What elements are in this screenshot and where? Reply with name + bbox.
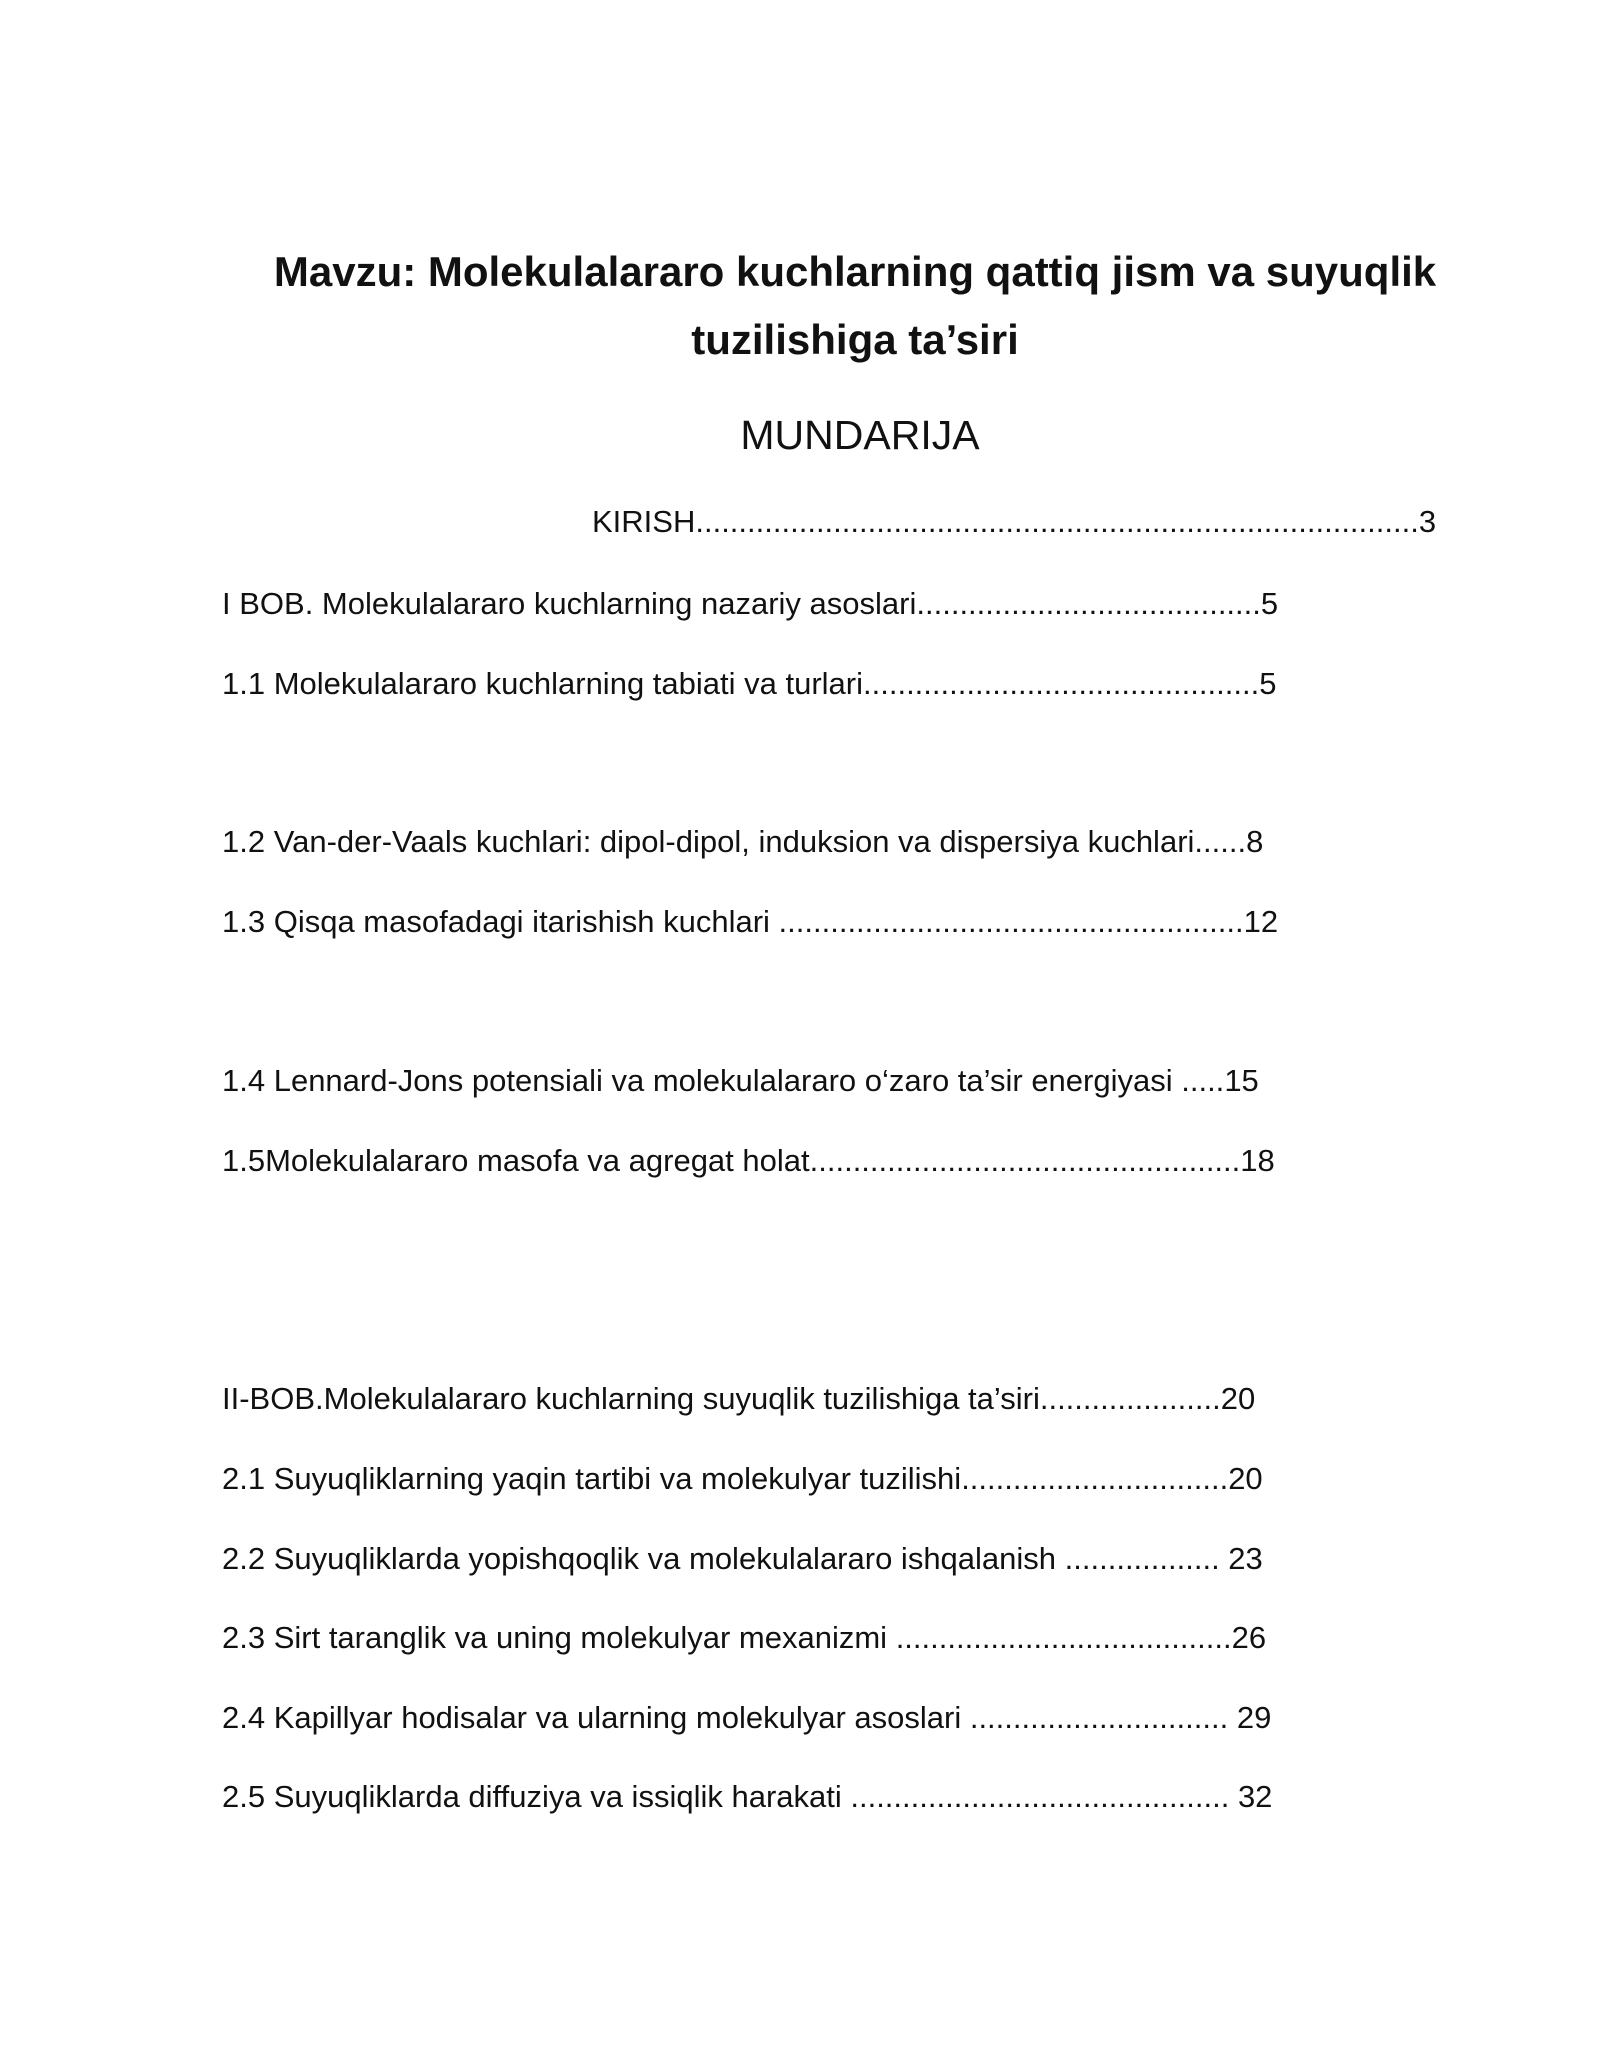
toc-entry-page: 23: [1219, 1541, 1263, 1576]
toc-entry-2-1: [222, 1459, 1263, 1499]
toc-entry-2-3: [222, 1618, 1266, 1658]
toc-entry-page: 32: [1229, 1779, 1273, 1814]
toc-entry-page: 8: [1246, 824, 1264, 859]
toc-entry-label: I BOB. Molekulalararo kuchlarning nazariy asoslari: [222, 586, 917, 621]
toc-entry-page: 15: [1224, 1063, 1259, 1098]
title-line-1: Mavzu: Molekulalararo kuchlarning qattiq jism va suyuqlik: [273, 248, 1437, 295]
toc-entry-label: 1.3 Qisqa masofadagi itarishish kuchlari: [222, 904, 779, 939]
toc-entry-page: 20: [1220, 1381, 1256, 1416]
toc-entry-page: 12: [1243, 904, 1279, 939]
toc-entry-label: II-BOB.Molekulalararo kuchlarning suyuqlik tuzilishiga ta’siri: [222, 1381, 1040, 1416]
toc-entry-leader: ..................................................: [809, 1143, 1241, 1178]
toc-entry-page: 3: [1418, 504, 1437, 539]
toc-entry-leader: ......................................................: [778, 904, 1244, 939]
toc-entry-1-2: [222, 822, 1263, 862]
toc-entry-label: 2.2 Suyuqliklarda yopishqoqlik va molekulalararo ishqalanish: [222, 1541, 1065, 1576]
toc-entry-label: 2.3 Sirt taranglik va uning molekulyar mexanizmi: [222, 1620, 896, 1655]
toc-entry-leader: ........................................: [916, 586, 1261, 621]
toc-entry-1-4: [222, 1061, 1259, 1101]
toc-entry-1-1: [222, 664, 1276, 704]
toc-entry-page: 20: [1228, 1461, 1263, 1496]
toc-entry-leader: ......: [1194, 824, 1247, 859]
toc-entry-2-4: [222, 1698, 1271, 1738]
toc-entry-page: 5: [1259, 666, 1277, 701]
toc-entry-2-5: [222, 1777, 1272, 1817]
toc-entry-leader: ..................: [1064, 1541, 1220, 1576]
toc-entry-2-2: [222, 1539, 1263, 1579]
toc-entry-1-5: [222, 1141, 1275, 1181]
toc-entry-page: 26: [1231, 1620, 1267, 1655]
toc-heading: MUNDARIJA: [740, 412, 980, 458]
toc-entry-label: 2.1 Suyuqliklarning yaqin tartibi va molekulyar tuzilishi: [222, 1461, 962, 1496]
toc-entry-label: 2.4 Kapillyar hodisalar va ularning molekulyar asoslari: [222, 1700, 970, 1735]
document-title: [230, 238, 1480, 374]
toc-entry-kirish: [592, 502, 1436, 542]
toc-entry-page: 29: [1228, 1700, 1272, 1735]
toc-entry-label: 1.5Molekulalararo masofa va agregat holat: [222, 1143, 810, 1178]
toc-entry-bob-1: [222, 584, 1278, 624]
toc-entry-page: 5: [1260, 586, 1279, 621]
toc-entry-leader: .....: [1181, 1063, 1225, 1098]
toc-entry-leader: .......................................: [895, 1620, 1232, 1655]
toc-entry-label: KIRISH: [592, 504, 696, 539]
toc-entry-label: 1.2 Van-der-Vaals kuchlari: dipol-dipol, induksion va dispersiya kuchlari: [222, 824, 1195, 859]
toc-entry-leader: .....................: [1039, 1381, 1221, 1416]
toc-entry-leader: ..............................: [969, 1700, 1229, 1735]
toc-entry-page: 18: [1240, 1143, 1275, 1178]
toc-entry-label: 2.5 Suyuqliklarda diffuziya va issiqlik harakati: [222, 1779, 851, 1814]
toc-entry-leader: ..............................................: [863, 666, 1260, 701]
toc-entry-leader: ...............................: [961, 1461, 1229, 1496]
toc-entry-leader: ....................................................................................: [695, 504, 1419, 539]
title-line-2: tuzilishiga ta’siri: [691, 316, 1019, 363]
toc-entry-label: 1.1 Molekulalararo kuchlarning tabiati va turlari: [222, 666, 863, 701]
toc-entry-1-3: [222, 902, 1278, 942]
toc-entry-bob-2: [222, 1379, 1255, 1419]
toc-entry-label: 1.4 Lennard-Jons potensiali va molekulalararo o‘zaro ta’sir energiyasi: [222, 1063, 1182, 1098]
toc-entry-leader: ............................................: [850, 1779, 1230, 1814]
